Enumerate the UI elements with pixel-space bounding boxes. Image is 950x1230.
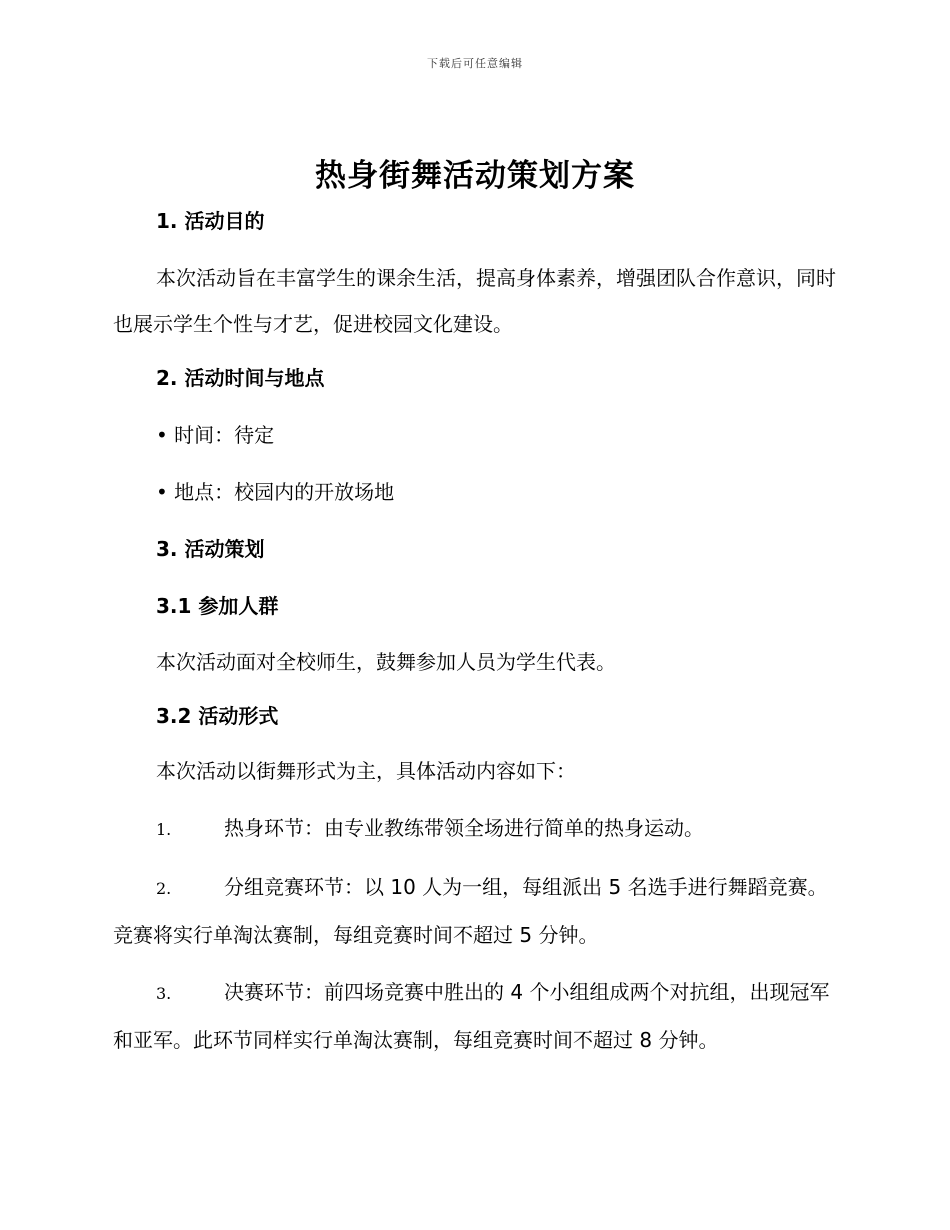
purpose-paragraph: 本次活动旨在丰富学生的课余生活，提高身体素养，增强团队合作意识，同时也展示学生个性与才艺，促进校园文化建设。 (113, 266, 836, 336)
section-heading-planning: 3. 活动策划 (156, 537, 265, 561)
form-intro-paragraph: 本次活动以街舞形式为主，具体活动内容如下： (156, 759, 576, 783)
section-heading-time-place: 2. 活动时间与地点 (156, 366, 325, 390)
list-item (113, 969, 838, 1063)
document-body (113, 200, 838, 1063)
list-item-text: 热身环节：由专业教练带领全场进行简单的热身运动。 (224, 816, 704, 840)
list-item-text: 分组竞赛环节：以 10 人为一组，每组派出 5 名选手进行舞蹈竞赛。竞赛将实行单淘汰赛制，每组竞赛时间不超过 5 分钟。 (113, 875, 828, 947)
list-item (113, 864, 838, 958)
list-item (113, 805, 838, 853)
participants-paragraph: 本次活动面对全校师生，鼓舞参加人员为学生代表。 (156, 650, 616, 674)
list-item-number: 2. (156, 879, 172, 898)
subsection-heading-participants: 3.1 参加人群 (156, 594, 279, 618)
document-title: 热身街舞活动策划方案 (315, 158, 635, 194)
list-item-number: 3. (156, 984, 172, 1003)
section-heading-purpose: 1. 活动目的 (156, 209, 265, 233)
page-header-note: 下载后可任意编辑 (427, 57, 523, 70)
place-bullet: • 地点：校园内的开放场地 (156, 480, 395, 504)
subsection-heading-form: 3.2 活动形式 (156, 704, 279, 728)
list-item-text: 决赛环节：前四场竞赛中胜出的 4 个小组组成两个对抗组，出现冠军和亚军。此环节同样实行单淘汰赛制，每组竞赛时间不超过 8 分钟。 (113, 980, 830, 1052)
list-item-number: 1. (156, 820, 172, 839)
time-bullet: • 时间：待定 (156, 423, 275, 447)
